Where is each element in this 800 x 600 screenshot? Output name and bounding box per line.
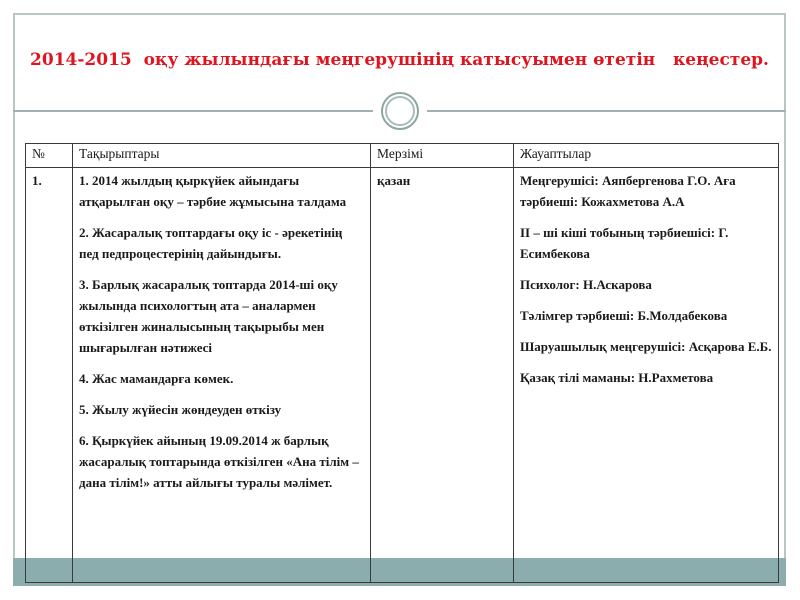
table-header-row: [26, 144, 779, 168]
topic-item: 3. Барлық жасаралық топтарда 2014-ші оқу жылында психологтың ата – аналармен өткізілген жиналысының тақырыбы мен шығарылған нәтижесі: [79, 277, 338, 355]
topic-item: 2. Жасаралық топтардағы оқу іс - әрекетінің пед педпроцестерінің дайындығы.: [79, 225, 343, 261]
cell-responsible: [514, 168, 779, 583]
responsible-item: Психолог: Н.Аскарова: [520, 277, 652, 292]
responsible-item: ІІ – ші кіші тобының тәрбиешісі: Г. Есимбекова: [520, 225, 729, 261]
responsible-item: Қазақ тілі маманы: Н.Рахметова: [520, 370, 714, 385]
responsible-item: Меңгерушісі: Аяпбергенова Г.О. Аға тәрбиеші: Кожахметова А.А: [520, 173, 736, 209]
meetings-table-container: [25, 143, 778, 583]
topic-item: 4. Жас мамандарға көмек.: [79, 371, 234, 386]
table-row: [26, 168, 779, 583]
header-responsible: Жауаптылар: [514, 144, 779, 168]
topic-item: 1. 2014 жылдың қыркүйек айындағы атқарылған оқу – тәрбие жұмысына талдама: [79, 173, 347, 209]
cell-deadline: қазан: [371, 168, 514, 583]
double-ring-circle-icon: [381, 92, 419, 130]
cell-number: 1.: [26, 168, 73, 583]
responsible-item: Шаруашылық меңгерушісі: Асқарова Е.Б.: [520, 339, 772, 354]
cell-topics: [73, 168, 371, 583]
responsible-item: Тәлімгер тәрбиеші: Б.Молдабекова: [520, 308, 728, 323]
header-topics: Тақырыптары: [73, 144, 371, 168]
title-divider-left: [13, 110, 373, 112]
topic-item: 5. Жылу жүйесін жөндеуден өткізу: [79, 402, 282, 417]
title-divider-right: [427, 110, 786, 112]
topic-item: 6. Қыркүйек айының 19.09.2014 ж барлық жасаралық топтарында өткізілген «Ана тілім – дана тілім!» атты айлығы туралы мәлімет.: [79, 433, 359, 490]
meetings-table: [25, 143, 779, 583]
header-number: №: [26, 144, 73, 168]
header-deadline: Мерзімі: [371, 144, 514, 168]
slide-title: 2014-2015 оқу жылындағы меңгерушінің катысуымен өтетін кеңестер.: [30, 50, 769, 70]
